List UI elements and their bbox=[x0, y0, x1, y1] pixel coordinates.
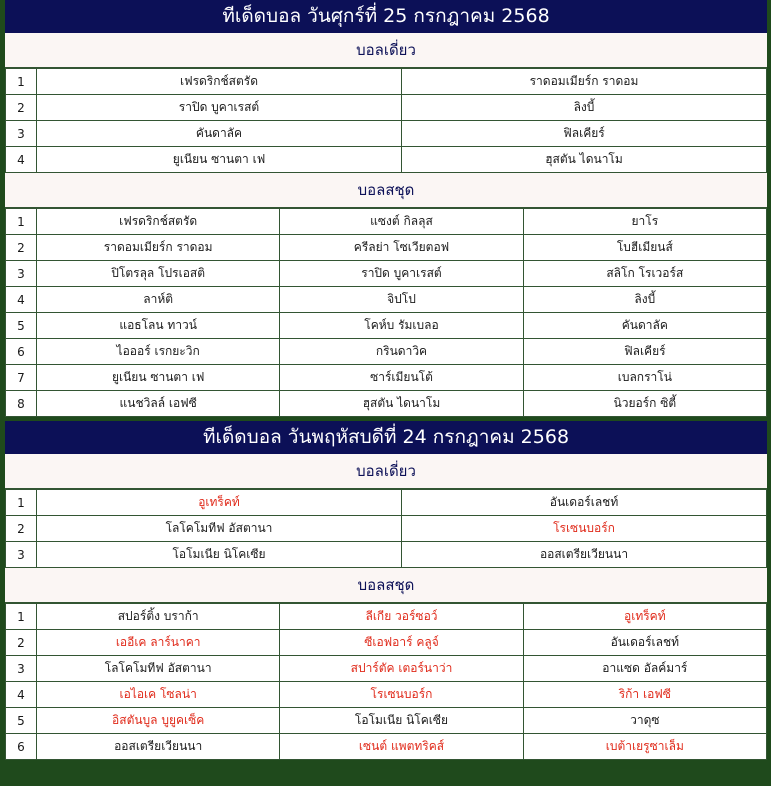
row-number: 1 bbox=[6, 604, 37, 630]
set-section-title: บอลสชุด bbox=[5, 568, 767, 603]
team-name: ออสเตรียเวียนนา bbox=[37, 734, 280, 760]
set-section-title: บอลสชุด bbox=[5, 173, 767, 208]
team-name: โอโมเนีย นิโคเซีย bbox=[280, 708, 523, 734]
team-name: โบฮีเมียนส์ bbox=[523, 235, 766, 261]
row-number: 3 bbox=[6, 656, 37, 682]
team-name: ไอออร์ เรกยะวิก bbox=[37, 339, 280, 365]
table-row bbox=[6, 490, 767, 516]
team-name: วาดุซ bbox=[523, 708, 766, 734]
team-name: ริก้า เอฟซี bbox=[523, 682, 766, 708]
team-name: แอธโลน ทาวน์ bbox=[37, 313, 280, 339]
team-name: ลิงบี้ bbox=[402, 95, 767, 121]
team-name: ลิงบี้ bbox=[523, 287, 766, 313]
team-name: แซงต์ กิลลุส bbox=[280, 209, 523, 235]
team-name: เซนต์ แพตทริคส์ bbox=[280, 734, 523, 760]
row-number: 3 bbox=[6, 261, 37, 287]
team-name: เออีเค ลาร์นาคา bbox=[37, 630, 280, 656]
row-number: 5 bbox=[6, 313, 37, 339]
set-picks-table bbox=[5, 208, 767, 417]
table-row bbox=[6, 235, 767, 261]
table-row bbox=[6, 516, 767, 542]
single-section-title: บอลเดี่ยว bbox=[5, 454, 767, 489]
table-row bbox=[6, 365, 767, 391]
row-number: 8 bbox=[6, 391, 37, 417]
team-name: สปอร์ติ้ง บราก้า bbox=[37, 604, 280, 630]
team-name: ครีลย่า โซเวียตอฟ bbox=[280, 235, 523, 261]
team-name: เบต้าเยรูซาเล็ม bbox=[523, 734, 766, 760]
team-name: อันเดอร์เลชท์ bbox=[402, 490, 767, 516]
table-row bbox=[6, 209, 767, 235]
row-number: 2 bbox=[6, 516, 37, 542]
team-name: คันดาลัค bbox=[523, 313, 766, 339]
team-name: ฮุสตัน ไดนาโม bbox=[280, 391, 523, 417]
row-number: 2 bbox=[6, 95, 37, 121]
row-number: 6 bbox=[6, 734, 37, 760]
team-name: ฟิลเคียร์ bbox=[523, 339, 766, 365]
team-name: เฟรดริกช์สตรัด bbox=[37, 69, 402, 95]
row-number: 1 bbox=[6, 69, 37, 95]
team-name: กรินดาวิค bbox=[280, 339, 523, 365]
day-title: ทีเด็ดบอล วันพฤหัสบดีที่ 24 กรกฎาคม 2568 bbox=[5, 421, 767, 454]
table-row bbox=[6, 287, 767, 313]
team-name: เบลกราโน่ bbox=[523, 365, 766, 391]
team-name: ซีเอฟอาร์ คลูจ์ bbox=[280, 630, 523, 656]
table-row bbox=[6, 734, 767, 760]
team-name: อิสตันบูล บูยูคเซ็ค bbox=[37, 708, 280, 734]
team-name: ยาโร bbox=[523, 209, 766, 235]
row-number: 3 bbox=[6, 121, 37, 147]
team-name: อูเทร็คท์ bbox=[523, 604, 766, 630]
team-name: ออสเตรียเวียนนา bbox=[402, 542, 767, 568]
team-name: โลโคโมทีฟ อัสตานา bbox=[37, 516, 402, 542]
team-name: ลาห์ติ bbox=[37, 287, 280, 313]
row-number: 1 bbox=[6, 490, 37, 516]
team-name: โอโมเนีย นิโคเซีย bbox=[37, 542, 402, 568]
single-picks-table bbox=[5, 489, 767, 568]
table-row bbox=[6, 682, 767, 708]
table-row bbox=[6, 147, 767, 173]
team-name: ฮุสตัน ไดนาโม bbox=[402, 147, 767, 173]
row-number: 3 bbox=[6, 542, 37, 568]
day-block bbox=[5, 0, 767, 417]
table-row bbox=[6, 95, 767, 121]
team-name: ยูเนียน ซานตา เฟ bbox=[37, 147, 402, 173]
team-name: ยูเนียน ซานตา เฟ bbox=[37, 365, 280, 391]
row-number: 4 bbox=[6, 682, 37, 708]
table-row bbox=[6, 261, 767, 287]
table-row bbox=[6, 313, 767, 339]
team-name: สลิโก โรเวอร์ส bbox=[523, 261, 766, 287]
table-row bbox=[6, 542, 767, 568]
single-picks-table bbox=[5, 68, 767, 173]
team-name: แนชวิลล์ เอฟซี bbox=[37, 391, 280, 417]
row-number: 4 bbox=[6, 147, 37, 173]
team-name: ฟิลเคียร์ bbox=[402, 121, 767, 147]
team-name: โรเซนบอร์ก bbox=[280, 682, 523, 708]
team-name: คันดาลัค bbox=[37, 121, 402, 147]
team-name: จิปโป bbox=[280, 287, 523, 313]
table-row bbox=[6, 604, 767, 630]
table-row bbox=[6, 708, 767, 734]
team-name: ปิโตรลุล โปรเอสติ bbox=[37, 261, 280, 287]
team-name: อันเดอร์เลชท์ bbox=[523, 630, 766, 656]
row-number: 5 bbox=[6, 708, 37, 734]
team-name: อาแซด อัลค์มาร์ bbox=[523, 656, 766, 682]
row-number: 1 bbox=[6, 209, 37, 235]
team-name: ราปิด บูคาเรสต์ bbox=[37, 95, 402, 121]
row-number: 7 bbox=[6, 365, 37, 391]
single-section-title: บอลเดี่ยว bbox=[5, 33, 767, 68]
team-name: โลโคโมทีฟ อัสตานา bbox=[37, 656, 280, 682]
team-name: นิวยอร์ก ซิตี้ bbox=[523, 391, 766, 417]
team-name: ราปิด บูคาเรสต์ bbox=[280, 261, 523, 287]
table-row bbox=[6, 121, 767, 147]
team-name: สปาร์ตัค เตอร์นาว่า bbox=[280, 656, 523, 682]
team-name: ราดอมเมียร์ก ราดอม bbox=[402, 69, 767, 95]
team-name: ราดอมเมียร์ก ราดอม bbox=[37, 235, 280, 261]
row-number: 4 bbox=[6, 287, 37, 313]
team-name: เอไอเค โซลน่า bbox=[37, 682, 280, 708]
table-row bbox=[6, 656, 767, 682]
row-number: 2 bbox=[6, 235, 37, 261]
day-block bbox=[5, 421, 767, 760]
table-row bbox=[6, 630, 767, 656]
set-picks-table bbox=[5, 603, 767, 760]
row-number: 6 bbox=[6, 339, 37, 365]
team-name: ลีเกีย วอร์ซอว์ bbox=[280, 604, 523, 630]
row-number: 2 bbox=[6, 630, 37, 656]
team-name: โคห์บ รัมเบลอ bbox=[280, 313, 523, 339]
table-row bbox=[6, 69, 767, 95]
table-row bbox=[6, 391, 767, 417]
team-name: เฟรดริกช์สตรัด bbox=[37, 209, 280, 235]
team-name: อูเทร็คท์ bbox=[37, 490, 402, 516]
table-row bbox=[6, 339, 767, 365]
day-title: ทีเด็ดบอล วันศุกร์ที่ 25 กรกฎาคม 2568 bbox=[5, 0, 767, 33]
team-name: โรเซนบอร์ก bbox=[402, 516, 767, 542]
team-name: ซาร์เมียนโต้ bbox=[280, 365, 523, 391]
